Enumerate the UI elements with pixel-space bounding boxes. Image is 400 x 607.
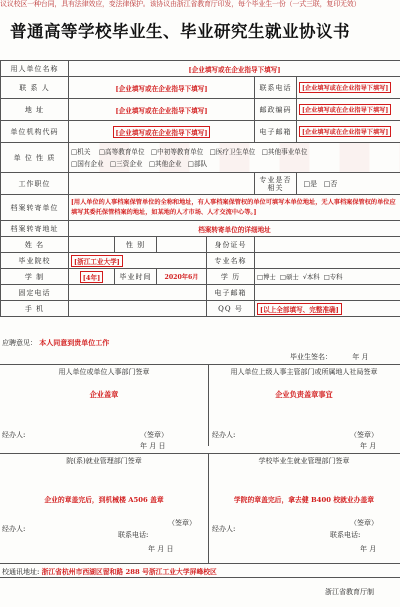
- school-right-agent-label: 经办人:: [212, 525, 236, 533]
- footer-address-value: 浙江省杭州市西湖区留和路 288 号浙江工业大学屏峰校区: [41, 568, 217, 576]
- grad-time-field[interactable]: [157, 269, 207, 285]
- employer-student-table: [0, 60, 400, 317]
- unit-type-option[interactable]: □高等教育单位: [98, 147, 145, 156]
- mobile-label: 手 机: [1, 301, 69, 317]
- issuer: 浙江省教育厅制: [325, 588, 374, 596]
- phone-label: 联系电话: [255, 77, 297, 99]
- school-phone-label: 联系电话:: [118, 531, 149, 539]
- archive-unit-hint: [用人单位的人事档案保管单位的全称和地址，有人事档案保管权的单位可填写本单位地址，无人事档案保管权的单位应填写其委托保管档案的地址，如某地的人才市场、人才交流中心等。]: [71, 199, 396, 216]
- landline-label: 固定电话: [1, 285, 69, 301]
- position-field[interactable]: [69, 173, 255, 195]
- qq-field[interactable]: [255, 301, 400, 317]
- school-right-sign-label: （签章）: [350, 519, 378, 527]
- address-field[interactable]: [69, 99, 255, 121]
- name-label: 姓 名: [1, 237, 69, 253]
- school-field[interactable]: [69, 253, 207, 269]
- phone-field[interactable]: [297, 77, 400, 99]
- employer-sign-label: （签章）: [140, 431, 168, 439]
- top-note: 议议校区一种台同，具有法律效应，变法律保护。该协议由浙江省教育厅印发，每个毕业生一份（一式三联，复印无效）: [0, 0, 361, 8]
- degree-option[interactable]: □专科: [323, 273, 343, 281]
- employer-left-header: 用人单位或单位人事部门签章: [58, 368, 150, 376]
- school-right-header: 学校毕业生就业管理部门签章: [258, 457, 350, 465]
- archive-addr-label: 档案转寄地址: [1, 221, 69, 237]
- school-value: [浙江工业大学]: [71, 255, 123, 267]
- student-email-label: 电子邮箱: [207, 285, 255, 301]
- archive-unit-field[interactable]: [69, 195, 400, 221]
- address-hint: [企业填写或在企业指导下填写]: [115, 106, 208, 115]
- unit-type-label: 单 位 性 质: [1, 143, 69, 173]
- school-left-header: 院(系)就业管理部门签章: [66, 457, 142, 465]
- student-email-field[interactable]: [255, 285, 400, 301]
- employer-date-label: 年 月 日: [140, 442, 166, 450]
- no-checkbox[interactable]: □否: [323, 179, 338, 188]
- system-label: 学 制: [1, 269, 69, 285]
- related-options: [297, 173, 400, 195]
- contact-field[interactable]: [69, 77, 255, 99]
- unit-type-options: [69, 143, 400, 173]
- unit-type-option[interactable]: □三资企业: [109, 159, 143, 168]
- postcode-label: 邮政编码: [255, 99, 297, 121]
- unit-type-option[interactable]: □其他事业单位: [261, 147, 308, 156]
- email-hint: [企业填写或在企业指导下填写]: [299, 126, 391, 137]
- unit-type-option[interactable]: □部队: [187, 159, 208, 168]
- gender-field[interactable]: [157, 237, 207, 253]
- archive-addr-field[interactable]: [69, 221, 400, 237]
- major-field[interactable]: [255, 253, 400, 269]
- address-label: 地 址: [1, 99, 69, 121]
- archive-unit-label: 档案转寄单位: [1, 195, 69, 221]
- school-right-date-label: 年 月: [360, 545, 377, 553]
- degree-option[interactable]: √本科: [302, 273, 320, 281]
- employer-name-label: 用人单位名称: [1, 61, 69, 77]
- divider-footer: [0, 563, 400, 564]
- degree-option[interactable]: □博士: [257, 273, 276, 281]
- org-code-field[interactable]: [69, 121, 255, 143]
- system-value: [4年]: [80, 271, 103, 283]
- school-right-note: 学院的章盖完后，拿去健 B400 校就业办盖章: [233, 496, 375, 504]
- landline-field[interactable]: [69, 285, 207, 301]
- degree-option[interactable]: □硕士: [279, 273, 299, 281]
- gender-label: 性 别: [115, 237, 157, 253]
- school-sign-label: （签章）: [168, 519, 196, 527]
- footer-address: [2, 566, 400, 577]
- graduate-sign: [290, 352, 368, 362]
- footer-address-label: 校通讯地址:: [2, 568, 40, 576]
- school-agent-label: 经办人:: [2, 525, 26, 533]
- school-left-note: 企业的章盖完后，到机械楼 A506 盖章: [44, 496, 164, 504]
- employer-name-field[interactable]: [69, 61, 400, 77]
- grad-time-label: 毕业时间: [115, 269, 157, 285]
- grad-time-value: 2020年6月: [164, 274, 199, 281]
- employer-left-stamp: 企业盖章: [89, 390, 119, 399]
- employer-agent-label: 经办人:: [2, 431, 26, 439]
- org-code-label: 单位机构代码: [1, 121, 69, 143]
- unit-type-option[interactable]: □中初等教育单位: [150, 147, 204, 156]
- phone-hint: [企业填写或在企业指导下填写]: [299, 82, 391, 93]
- degree-label: 学 历: [207, 269, 255, 285]
- id-field[interactable]: [255, 237, 400, 253]
- yes-checkbox[interactable]: □是: [303, 179, 318, 188]
- document-title: 普通高等学校毕业生、毕业研究生就业协议书: [10, 22, 350, 41]
- unit-type-row1: [71, 146, 398, 158]
- divider-footer-bottom: [0, 577, 400, 578]
- unit-type-row2: [71, 158, 398, 170]
- contact-label: 联 系 人: [1, 77, 69, 99]
- graduate-sign-date: 年 月: [352, 353, 369, 361]
- archive-addr-hint: 档案转寄单位的详细地址: [198, 225, 271, 234]
- employer-right-date-label: 年 月: [360, 442, 377, 450]
- school-date-label: 年 月 日: [148, 545, 174, 553]
- employer-name-hint: [企业填写或在企业指导下填写]: [188, 65, 281, 74]
- school-right-phone-label: 联系电话:: [330, 531, 361, 539]
- intent-label: 应聘意见：: [2, 339, 37, 347]
- system-field[interactable]: [69, 269, 115, 285]
- qq-label: QQ 号: [207, 301, 255, 317]
- contact-hint: [企业填写或在企业指导下填写]: [115, 84, 208, 93]
- school-label: 毕业院校: [1, 253, 69, 269]
- postcode-field[interactable]: [297, 99, 400, 121]
- employer-right-sign-label: （签章）: [350, 431, 378, 439]
- employer-right-agent-label: 经办人:: [212, 431, 236, 439]
- divider-school-top: [0, 453, 400, 454]
- employer-right-stamp: 企业负责盖章事宜: [275, 390, 333, 399]
- degree-options: [255, 269, 400, 285]
- mobile-field[interactable]: [69, 301, 207, 317]
- unit-type-option[interactable]: □医疗卫生单位: [209, 147, 256, 156]
- name-field[interactable]: [69, 237, 115, 253]
- unit-type-option[interactable]: □机关: [71, 147, 91, 156]
- divider-employer-top: [0, 364, 400, 365]
- email-field[interactable]: [297, 121, 400, 143]
- related-label: 专业是否 相关: [255, 173, 297, 195]
- id-label: 身份证号: [207, 237, 255, 253]
- org-code-hint: [企业填写或在企业指导下填写]: [113, 126, 211, 138]
- postcode-hint: [企业填写或在企业指导下填写]: [299, 104, 391, 115]
- unit-type-option[interactable]: □其他企业: [148, 159, 182, 168]
- divider-school-mid: [208, 453, 209, 563]
- intent-value[interactable]: 本人同意到贵单位工作: [39, 338, 110, 347]
- major-label: 专业名称: [207, 253, 255, 269]
- employer-right-header: 用人单位上级人事主管部门或所属地人社局签章: [230, 368, 378, 376]
- qq-hint: [以上全部填写、完整准确]: [257, 303, 342, 315]
- intent-line: [2, 338, 400, 348]
- unit-type-option[interactable]: □国有企业: [71, 159, 104, 168]
- graduate-sign-label: 毕业生签名：: [290, 353, 332, 361]
- position-label: 工作职位: [1, 173, 69, 195]
- email-label: 电子邮箱: [255, 121, 297, 143]
